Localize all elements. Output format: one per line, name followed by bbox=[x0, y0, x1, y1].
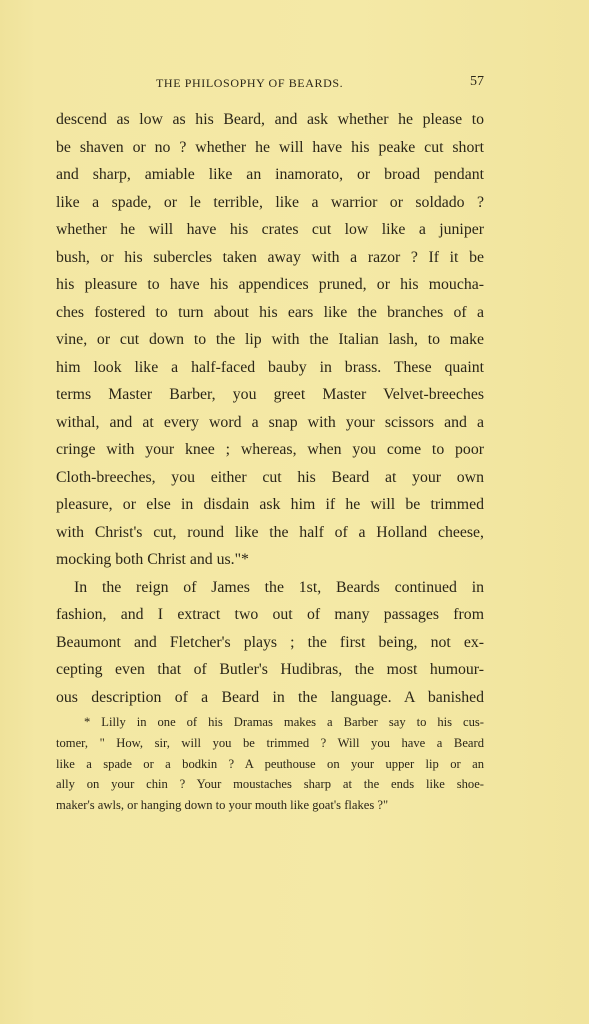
text-line: vine, or cut down to the lip with the Italian lash, to make bbox=[56, 331, 484, 348]
text-line: with Christ's cut, round like the half of a Holland cheese, bbox=[56, 523, 484, 541]
footnote-line: tomer, " How, sir, will you be trimmed ? Will you have a Beard bbox=[56, 735, 484, 750]
running-head: THE PHILOSOPHY OF BEARDS. bbox=[156, 76, 344, 90]
text-line: cringe with your knee ; whereas, when you come to poor bbox=[56, 441, 484, 458]
text-line: withal, and at every word a snap with your scissors and a bbox=[56, 413, 484, 431]
text-line: ches fostered to turn about his ears like the branches of a bbox=[56, 303, 484, 321]
text-line: terms Master Barber, you greet Master Velvet-breeches bbox=[56, 386, 484, 403]
text-line: mocking both Christ and us."* bbox=[56, 551, 249, 568]
text-line: and sharp, amiable like an inamorato, or broad pendant bbox=[56, 166, 484, 183]
footnote-line: ally on your chin ? Your moustaches sharp at the ends like shoe- bbox=[56, 777, 484, 792]
text-line: like a spade, or le terrible, like a warrior or soldado ? bbox=[56, 193, 484, 211]
text-line: whether he will have his crates cut low like a juniper bbox=[56, 221, 484, 238]
text-line: In the reign of James the 1st, Beards continued in bbox=[74, 578, 484, 596]
text-line: be shaven or no ? whether he will have his peake cut short bbox=[56, 138, 484, 156]
text-line: fashion, and I extract two out of many passages from bbox=[56, 606, 484, 623]
text-line: ous description of a Beard in the language. A banished bbox=[56, 688, 484, 706]
text-line: bush, or his subercles taken away with a razor ? If it be bbox=[56, 248, 484, 266]
text-line: his pleasure to have his appendices pruned, or his moucha- bbox=[56, 276, 484, 293]
text-line: Beaumont and Fletcher's plays ; the first being, not ex- bbox=[56, 633, 484, 651]
footnote-line: * Lilly in one of his Dramas makes a Barber say to his cus- bbox=[84, 715, 484, 729]
text-line: cepting even that of Butler's Hudibras, the most humour- bbox=[56, 661, 484, 678]
text-line: Cloth-breeches, you either cut his Beard at your own bbox=[56, 468, 484, 486]
footnote bbox=[56, 712, 484, 816]
page-number: 57 bbox=[470, 74, 484, 89]
text-line: pleasure, or else in disdain ask him if he will be trimmed bbox=[56, 496, 484, 513]
body-text bbox=[56, 106, 484, 711]
footnote-line: maker's awls, or hanging down to your mouth like goat's flakes ?" bbox=[56, 798, 389, 813]
footnote-line: like a spade or a bodkin ? A peuthouse on your upper lip or an bbox=[56, 756, 484, 771]
text-line: him look like a half-faced bauby in brass. These quaint bbox=[56, 358, 484, 376]
text-line: descend as low as his Beard, and ask whether he please to bbox=[56, 111, 484, 128]
page-header bbox=[56, 74, 484, 96]
